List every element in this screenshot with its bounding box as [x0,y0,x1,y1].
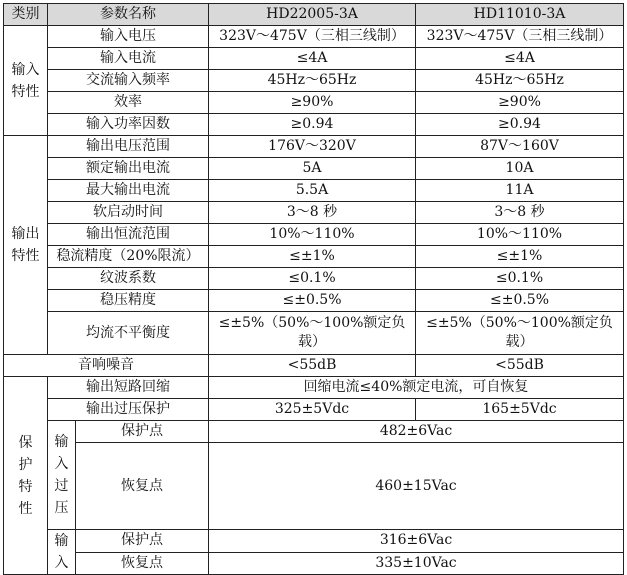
table-row [4,290,624,312]
value-b: ≤0.1% [416,268,624,290]
value-b: 11A [416,180,624,202]
table-row [4,530,624,553]
group-protect-label: 保护特性 [18,434,33,517]
table-row [4,158,624,180]
table-row [4,377,624,399]
value-b: 87V～160V [416,136,624,158]
value-b: <55dB [416,355,624,377]
value-b: 45Hz～65Hz [416,70,624,92]
value-a: 10%～110% [209,224,416,246]
table-row [4,26,624,48]
value-a: 3～8 秒 [209,202,416,224]
value-b: ≤±0.5% [416,290,624,312]
table-row [4,202,624,224]
table-row [4,246,624,268]
subgroup-input-ov-label: 输入过压 [54,434,69,516]
table-row [4,180,624,202]
value-a: ≤±5%（50%～100%额定负载） [209,312,416,355]
param-label: 音响噪音 [4,355,209,377]
param-label: 均流不平衡度 [48,312,209,355]
table-row [4,421,624,443]
param-label: 输入功率因数 [48,114,209,136]
param-label: 输入电流 [48,48,209,70]
table-row [4,92,624,114]
param-label: 恢复点 [76,443,209,530]
table-row [4,399,624,421]
group-protect [4,377,48,575]
subgroup-input-ov [48,421,76,530]
subgroup-input-uv [48,530,76,575]
param-label: 输入电压 [48,26,209,48]
value-b: 10A [416,158,624,180]
value-merged: 482±6Vac [209,421,624,443]
table-row [4,312,624,355]
value-a: 325±5Vdc [209,399,416,421]
param-label: 纹波系数 [48,268,209,290]
param-label: 稳流精度（20%限流） [48,246,209,268]
value-a: ≤±1% [209,246,416,268]
table-row [4,355,624,377]
spec-table [3,3,624,575]
param-label: 交流输入频率 [48,70,209,92]
value-a: 5A [209,158,416,180]
param-label: 输出恒流范围 [48,224,209,246]
table-row [4,224,624,246]
value-a: ≥0.94 [209,114,416,136]
value-a: ≤4A [209,48,416,70]
value-a: 176V～320V [209,136,416,158]
value-a: ≥90% [209,92,416,114]
value-b: 323V～475V（三相三线制） [416,26,624,48]
value-b: 3～8 秒 [416,202,624,224]
value-a: 45Hz～65Hz [209,70,416,92]
group-input: 输入特性 [4,26,48,136]
table-row [4,70,624,92]
subgroup-input-uv-label: 输入 [54,533,69,571]
value-a: ≤±0.5% [209,290,416,312]
value-b: 10%～110% [416,224,624,246]
value-a: 5.5A [209,180,416,202]
table-row [4,552,624,575]
value-merged: 460±15Vac [209,443,624,530]
header-row [4,4,624,26]
value-merged: 316±6Vac [209,530,624,553]
param-label: 稳压精度 [48,290,209,312]
value-b: ≤±5%（50%～100%额定负载） [416,312,624,355]
value-a: <55dB [209,355,416,377]
group-output: 输出特性 [4,136,48,355]
param-label: 软启动时间 [48,202,209,224]
value-merged: 回缩电流≤40%额定电流，可自恢复 [209,377,624,399]
param-label: 保护点 [76,530,209,553]
param-label: 额定输出电流 [48,158,209,180]
value-b: ≥90% [416,92,624,114]
value-b: ≤±1% [416,246,624,268]
value-b: ≥0.94 [416,114,624,136]
value-a: 323V～475V（三相三线制） [209,26,416,48]
value-b: 165±5Vdc [416,399,624,421]
param-label: 效率 [48,92,209,114]
spec-table-wrapper [3,3,624,575]
value-a: ≤0.1% [209,268,416,290]
param-label: 输出电压范围 [48,136,209,158]
header-category: 类别 [4,4,48,26]
param-label: 输出短路回缩 [48,377,209,399]
value-merged: 335±10Vac [209,552,624,575]
param-label: 保护点 [76,421,209,443]
param-label: 恢复点 [76,552,209,575]
table-row [4,136,624,158]
header-param: 参数名称 [48,4,209,26]
param-label: 输出过压保护 [48,399,209,421]
value-b: ≤4A [416,48,624,70]
table-row [4,48,624,70]
header-model-a: HD22005-3A [209,4,416,26]
table-row [4,268,624,290]
table-row [4,114,624,136]
header-model-b: HD11010-3A [416,4,624,26]
param-label: 最大输出电流 [48,180,209,202]
